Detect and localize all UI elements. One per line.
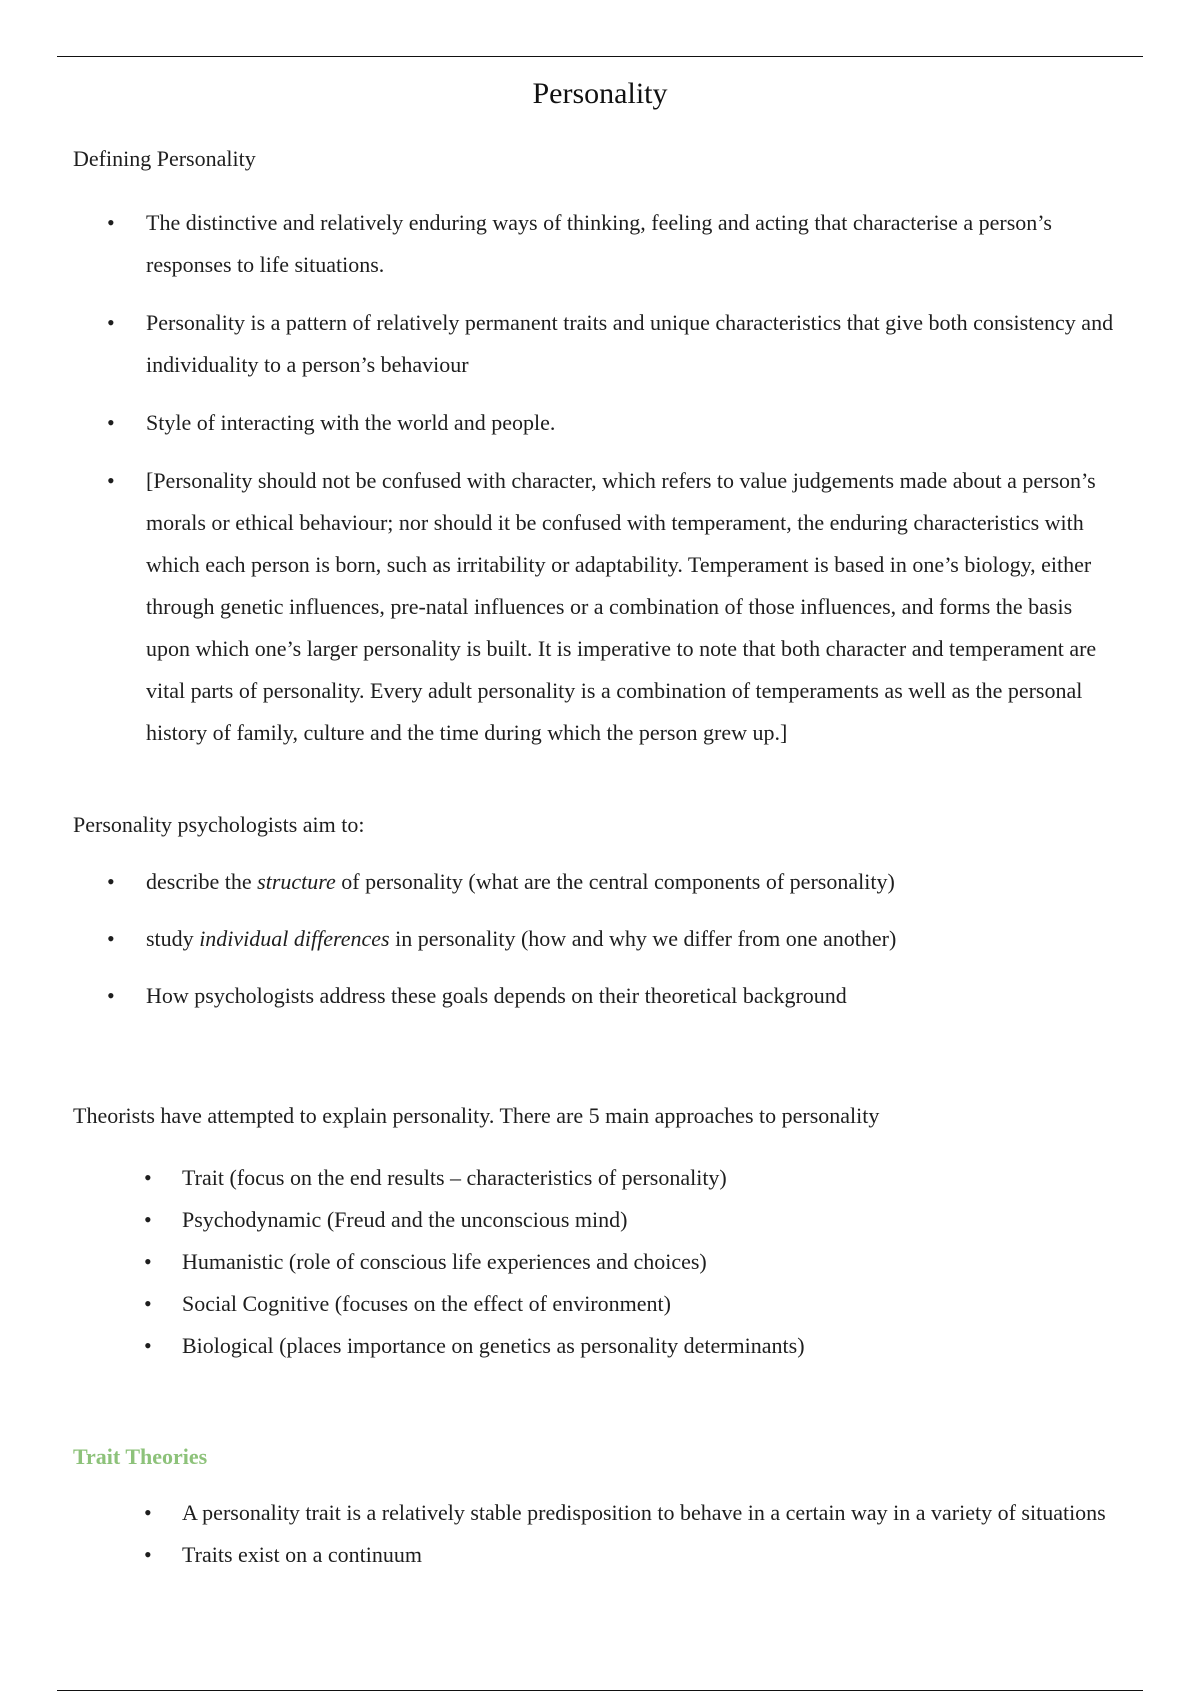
list-item bbox=[107, 302, 1121, 386]
list-item-text: Social Cognitive (focuses on the effect of environment) bbox=[182, 1291, 671, 1316]
list-item-text: Trait (focus on the end results – characteristics of personality) bbox=[182, 1165, 727, 1190]
list-item-text: Style of interacting with the world and people. bbox=[146, 410, 556, 435]
list-item bbox=[144, 1241, 1122, 1283]
bottom-rule bbox=[57, 1690, 1143, 1691]
list-item bbox=[107, 460, 1121, 754]
bullet-icon: • bbox=[144, 1333, 152, 1358]
approaches-list bbox=[144, 1157, 1122, 1367]
list-item bbox=[107, 867, 1121, 897]
approaches-intro: Theorists have attempted to explain personality. There are 5 main approaches to personality bbox=[73, 1103, 880, 1128]
bullet-icon: • bbox=[107, 468, 115, 493]
bullet-icon: • bbox=[107, 310, 115, 335]
list-item bbox=[144, 1492, 1122, 1534]
bullet-icon: • bbox=[107, 983, 115, 1008]
list-item-text: Humanistic (role of conscious life experiences and choices) bbox=[182, 1249, 707, 1274]
list-item bbox=[107, 402, 1121, 444]
list-item-text: The distinctive and relatively enduring ways of thinking, feeling and acting that characterise a person’s responses to life situations. bbox=[146, 210, 1052, 277]
bullet-icon: • bbox=[144, 1207, 152, 1232]
list-item bbox=[107, 202, 1121, 286]
bullet-icon: • bbox=[107, 210, 115, 235]
list-item bbox=[107, 924, 1121, 954]
bullet-icon: • bbox=[144, 1165, 152, 1190]
list-item-text: Psychodynamic (Freud and the unconscious mind) bbox=[182, 1207, 628, 1232]
list-item bbox=[107, 981, 1121, 1011]
emphasis-structure: structure bbox=[257, 869, 336, 894]
bullet-icon: • bbox=[144, 1291, 152, 1316]
bullet-icon: • bbox=[107, 410, 115, 435]
bullet-icon: • bbox=[144, 1542, 152, 1567]
defining-list bbox=[107, 202, 1121, 770]
bullet-icon: • bbox=[107, 869, 115, 894]
top-rule bbox=[57, 56, 1143, 57]
aims-intro: Personality psychologists aim to: bbox=[73, 812, 365, 837]
list-item-text: describe the structure of personality (what are the central components of personality) bbox=[146, 869, 895, 894]
list-item bbox=[144, 1157, 1122, 1199]
list-item-text: [Personality should not be confused with character, which refers to value judgements made about a person’s morals or ethical behaviour; nor should it be confused with temperament, the enduring characteristics with which each person is born, such as irritability or adaptability. Temperament is based in one’s biology, either through genetic influences, pre-natal influences or a combination of those influences, and forms the basis upon which one’s larger personality is built. It is imperative to note that both character and temperament are vital parts of personality. Every adult personality is a combination of temperaments as well as the personal history of family, culture and the time during which the person grew up.] bbox=[146, 468, 1097, 745]
list-item-text: Biological (places importance on genetics as personality determinants) bbox=[182, 1333, 805, 1358]
list-item-text: study individual differences in personality (how and why we differ from one another) bbox=[146, 926, 897, 951]
list-item bbox=[144, 1534, 1122, 1576]
defining-heading: Defining Personality bbox=[73, 146, 256, 171]
emphasis-individual-differences: individual differences bbox=[199, 926, 390, 951]
page-title: Personality bbox=[532, 77, 668, 110]
bullet-icon: • bbox=[144, 1249, 152, 1274]
list-item-text: Personality is a pattern of relatively permanent traits and unique characteristics that give both consistency and individuality to a person’s behaviour bbox=[146, 310, 1114, 377]
list-item bbox=[144, 1325, 1122, 1367]
trait-list bbox=[144, 1492, 1122, 1576]
aims-list bbox=[107, 867, 1121, 1038]
list-item bbox=[144, 1199, 1122, 1241]
bullet-icon: • bbox=[144, 1500, 152, 1525]
list-item-text: How psychologists address these goals depends on their theoretical background bbox=[146, 983, 847, 1008]
list-item-text: Traits exist on a continuum bbox=[182, 1542, 422, 1567]
trait-theories-heading: Trait Theories bbox=[73, 1444, 208, 1469]
list-item-text: A personality trait is a relatively stable predisposition to behave in a certain way in a variety of situations bbox=[182, 1500, 1106, 1525]
bullet-icon: • bbox=[107, 926, 115, 951]
list-item bbox=[144, 1283, 1122, 1325]
